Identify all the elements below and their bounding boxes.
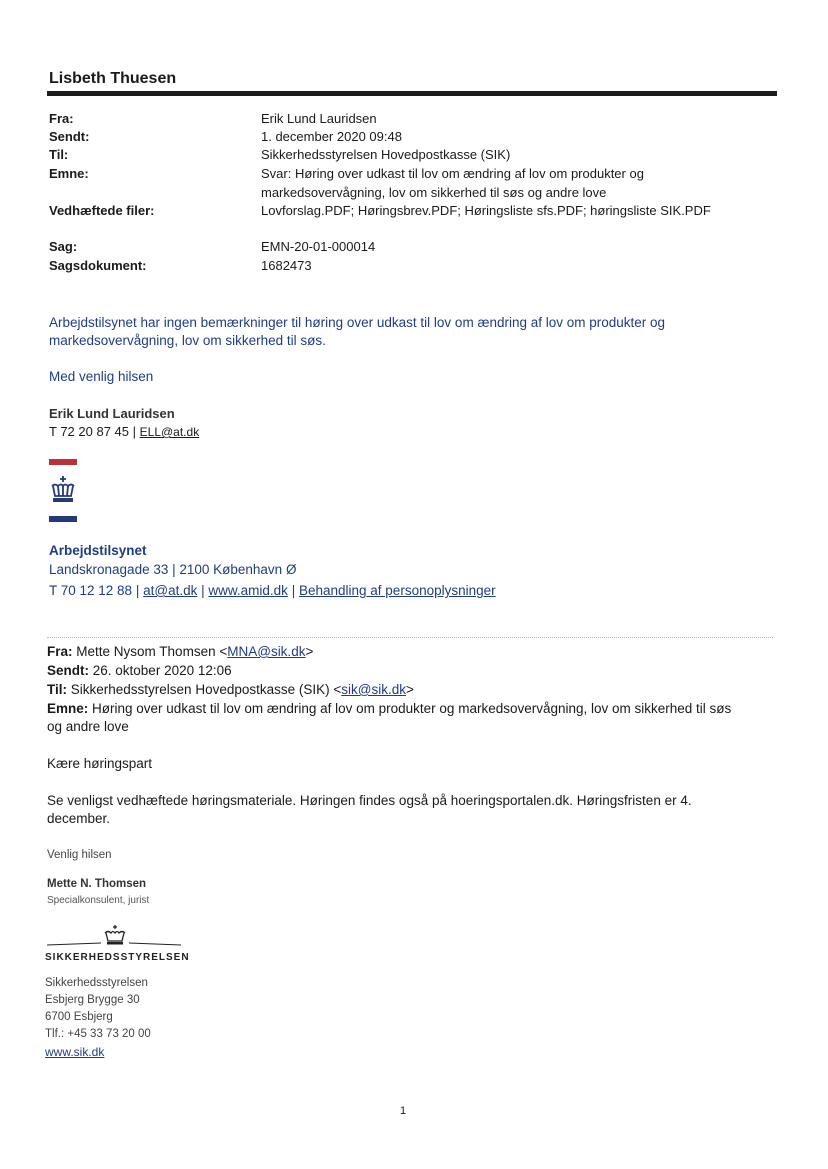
subject-line-2: markedsovervågning, lov om sikkerhed til søs og andre love — [261, 185, 607, 200]
org-phone: T 70 12 12 88 — [49, 583, 133, 598]
to-value: Sikkerhedsstyrelsen Hovedpostkasse (SIK) — [261, 147, 511, 162]
logo-red-bar — [49, 459, 77, 465]
reply-body-line-2: markedsovervågning, lov om sikkerhed til søs. — [49, 333, 326, 348]
separator: | — [291, 583, 296, 598]
subject-line-1: Svar: Høring over udkast til lov om ændring af lov om produkter og — [261, 166, 644, 181]
subject-label: Emne: — [49, 166, 89, 181]
reply-body-line-1: Arbejdstilsynet har ingen bemærkninger til høring over udkast til lov om ændring af lov om produkter og — [49, 315, 666, 330]
separator: | — [132, 424, 137, 439]
sik-phone: Tlf.: +45 33 73 20 00 — [45, 1028, 151, 1040]
reply-phone: T 72 20 87 45 — [49, 424, 129, 439]
from-label: Fra: — [49, 111, 74, 126]
separator: | — [201, 583, 205, 598]
sik-logo-text: SIKKERHEDSSTYRELSEN — [45, 952, 190, 963]
reply-signer: Erik Lund Lauridsen — [49, 406, 175, 421]
case-label: Sag: — [49, 239, 78, 254]
fw-body-line-2: december. — [47, 811, 111, 826]
case-document-value: 1682473 — [261, 258, 312, 273]
sender-name: Lisbeth Thuesen — [49, 70, 177, 87]
sik-website-link[interactable]: www.sik.dk — [45, 1045, 105, 1059]
org-name: Arbejdstilsynet — [49, 543, 147, 558]
fw-sent-value: 26. oktober 2020 12:06 — [92, 663, 232, 678]
reply-email-link[interactable]: ELL@at.dk — [139, 425, 200, 439]
case-value: EMN-20-01-000014 — [261, 239, 376, 254]
separator: | — [135, 583, 140, 598]
fw-sent-label: Sendt: — [47, 663, 89, 678]
fw-signer: Mette N. Thomsen — [47, 878, 147, 890]
to-label: Til: — [49, 147, 69, 162]
fw-signer-title: Specialkonsulent, jurist — [47, 895, 150, 906]
sent-label: Sendt: — [49, 129, 90, 144]
sik-address-line-3: 6700 Esbjerg — [45, 1011, 113, 1023]
attachments-label: Vedhæftede filer: — [49, 203, 155, 218]
fw-from-email-link[interactable]: MNA@sik.dk — [227, 644, 306, 659]
reply-contact — [49, 424, 199, 439]
from-value: Erik Lund Lauridsen — [261, 111, 377, 126]
fw-body-line-1: Se venligst vedhæftede høringsmateriale. Høringen findes også på hoeringsportalen.dk. Høringsfristen er 4. — [47, 793, 692, 808]
sik-address-line-1: Sikkerhedsstyrelsen — [45, 977, 148, 989]
privacy-policy-link[interactable]: Behandling af personoplysninger — [298, 583, 496, 598]
case-document-label: Sagsdokument: — [49, 258, 147, 273]
sent-value: 1. december 2020 09:48 — [261, 129, 402, 144]
org-website-link[interactable]: www.amid.dk — [208, 583, 288, 598]
fw-subject-text-1: Høring over udkast til lov om ændring af lov om produkter og markedsovervågning, lov om sikkerhed til søs — [92, 701, 732, 716]
fw-from-name: Mette Nysom Thomsen — [76, 644, 216, 659]
fw-to-line: Til: Sikkerhedsstyrelsen Hovedpostkasse (SIK) <sik@sik.dk> — [47, 682, 414, 697]
fw-to-email-link[interactable]: sik@sik.dk — [341, 682, 406, 697]
org-email-link[interactable]: at@at.dk — [143, 583, 198, 598]
fw-subject-label: Emne: — [47, 701, 89, 716]
fw-salutation: Kære høringspart — [47, 756, 153, 771]
fw-to-label: Til: — [47, 682, 67, 697]
fw-from-line: Fra: Mette Nysom Thomsen <MNA@sik.dk> — [47, 644, 314, 659]
logo-blue-bar — [49, 516, 77, 522]
fw-subject-text-2: og andre love — [47, 719, 129, 734]
org-contact-line — [49, 583, 496, 598]
sik-address-line-2: Esbjerg Brygge 30 — [45, 994, 140, 1006]
fw-closing: Venlig hilsen — [47, 849, 112, 861]
fw-sent-line — [47, 663, 232, 678]
header-rule — [47, 91, 777, 96]
page-number: 1 — [400, 1105, 407, 1117]
divider — [47, 637, 773, 638]
fw-from-label: Fra: — [47, 644, 73, 659]
org-address: Landskronagade 33 | 2100 København Ø — [49, 562, 297, 577]
attachments-value[interactable]: Lovforslag.PDF; Høringsbrev.PDF; Høringsliste sfs.PDF; høringsliste SIK.PDF — [261, 203, 711, 218]
reply-greeting: Med venlig hilsen — [49, 369, 154, 384]
crown-icon — [47, 474, 79, 506]
fw-subject-line — [47, 701, 731, 716]
fw-to-name: Sikkerhedsstyrelsen Hovedpostkasse (SIK) — [70, 682, 330, 697]
